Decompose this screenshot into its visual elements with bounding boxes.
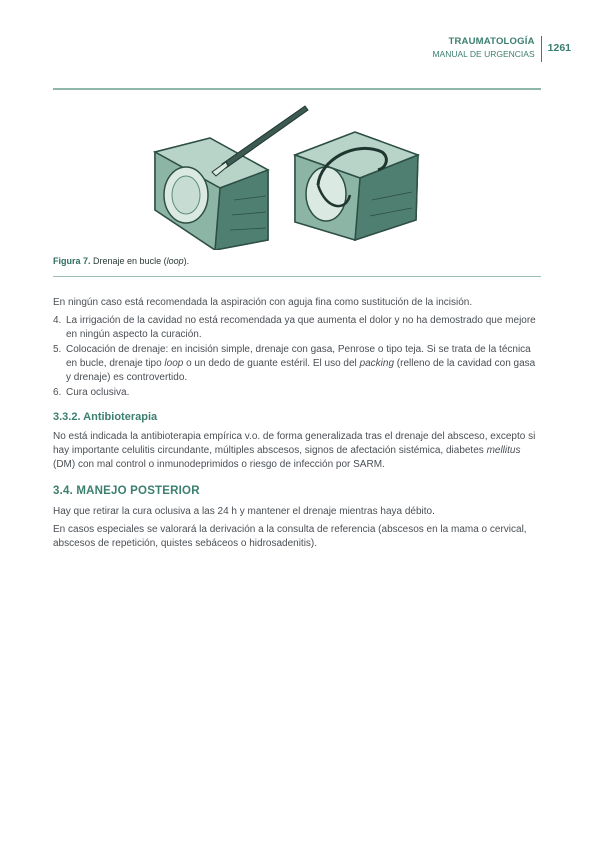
intro-paragraph: En ningún caso está recomendada la aspiración con aguja fina como sustitución de la incisión. [53,297,473,308]
section-heading-antibioterapia: 3.3.2. Antibioterapia [53,411,158,423]
caption-label: Figura 7. [53,256,91,266]
numbered-list [53,314,541,400]
caption-rule [53,276,541,277]
list-item [53,343,541,385]
loop-drainage-illustration [150,100,440,250]
antibioterapia-paragraph [53,430,541,472]
list-number: 6. [53,387,62,398]
list-number: 5. [53,344,62,355]
list-text: La irrigación de la cavidad no está recomendada ya que aumenta el dolor y no ha demostrado que mejore en ningún aspecto la curación. [66,315,536,340]
list-text-c: (relleno de la cavidad con gasa y drenaje) es controvertido. [66,358,536,383]
page-header [432,36,571,62]
caption-italic: loop [166,256,184,266]
list-item [53,386,541,400]
figure-caption [53,256,189,266]
caption-end: ). [183,256,190,266]
antibio-text-b: (DM) con mal control o inmunodeprimidos o riesgo de infección por SARM. [53,459,385,470]
header-text [432,36,540,60]
loop-drain-block [295,132,418,240]
figure-illustration [150,100,440,250]
list-italic-b: packing [359,358,395,369]
list-text-b: o un dedo de guante estéril. El uso del [183,358,360,369]
caption-text: Drenaje en bucle ( [93,256,167,266]
incision-block [155,138,268,250]
list-text [66,343,541,385]
list-item [53,314,541,342]
section-heading-manejo-posterior: 3.4. MANEJO POSTERIOR [53,485,200,497]
body-content [53,296,541,555]
manejo-paragraph-1: Hay que retirar la cura oclusiva a las 24 h y mantener el drenaje mientras haya débito. [53,506,435,517]
antibio-italic: mellitus [486,445,521,456]
manejo-paragraph-2: En casos especiales se valorará la derivación a la consulta de referencia (abscesos en la mama o cervical, abscesos de repetición, quistes sebáceos o hidrosadenitis). [53,524,527,549]
header-subtitle: MANUAL DE URGENCIAS [432,49,535,59]
list-number: 4. [53,315,62,326]
list-text: Cura oclusiva. [66,387,130,398]
header-title: TRAUMATOLOGÍA [448,36,535,47]
list-text-a: Colocación de drenaje: en incisión simple, drenaje con gasa, Penrose o tipo teja. Si se trata de la técnica en bucle, drenaje tipo [66,344,531,369]
antibio-text-a: No está indicada la antibioterapia empírica v.o. de forma generalizada tras el drenaje del absceso, excepto si hay importante celulitis circundante, múltiples abscesos, signos de afectación sistémica, diabetes [53,431,536,456]
page-number: 1261 [547,42,571,54]
header-rule [53,88,541,90]
list-italic-a: loop [164,358,184,369]
